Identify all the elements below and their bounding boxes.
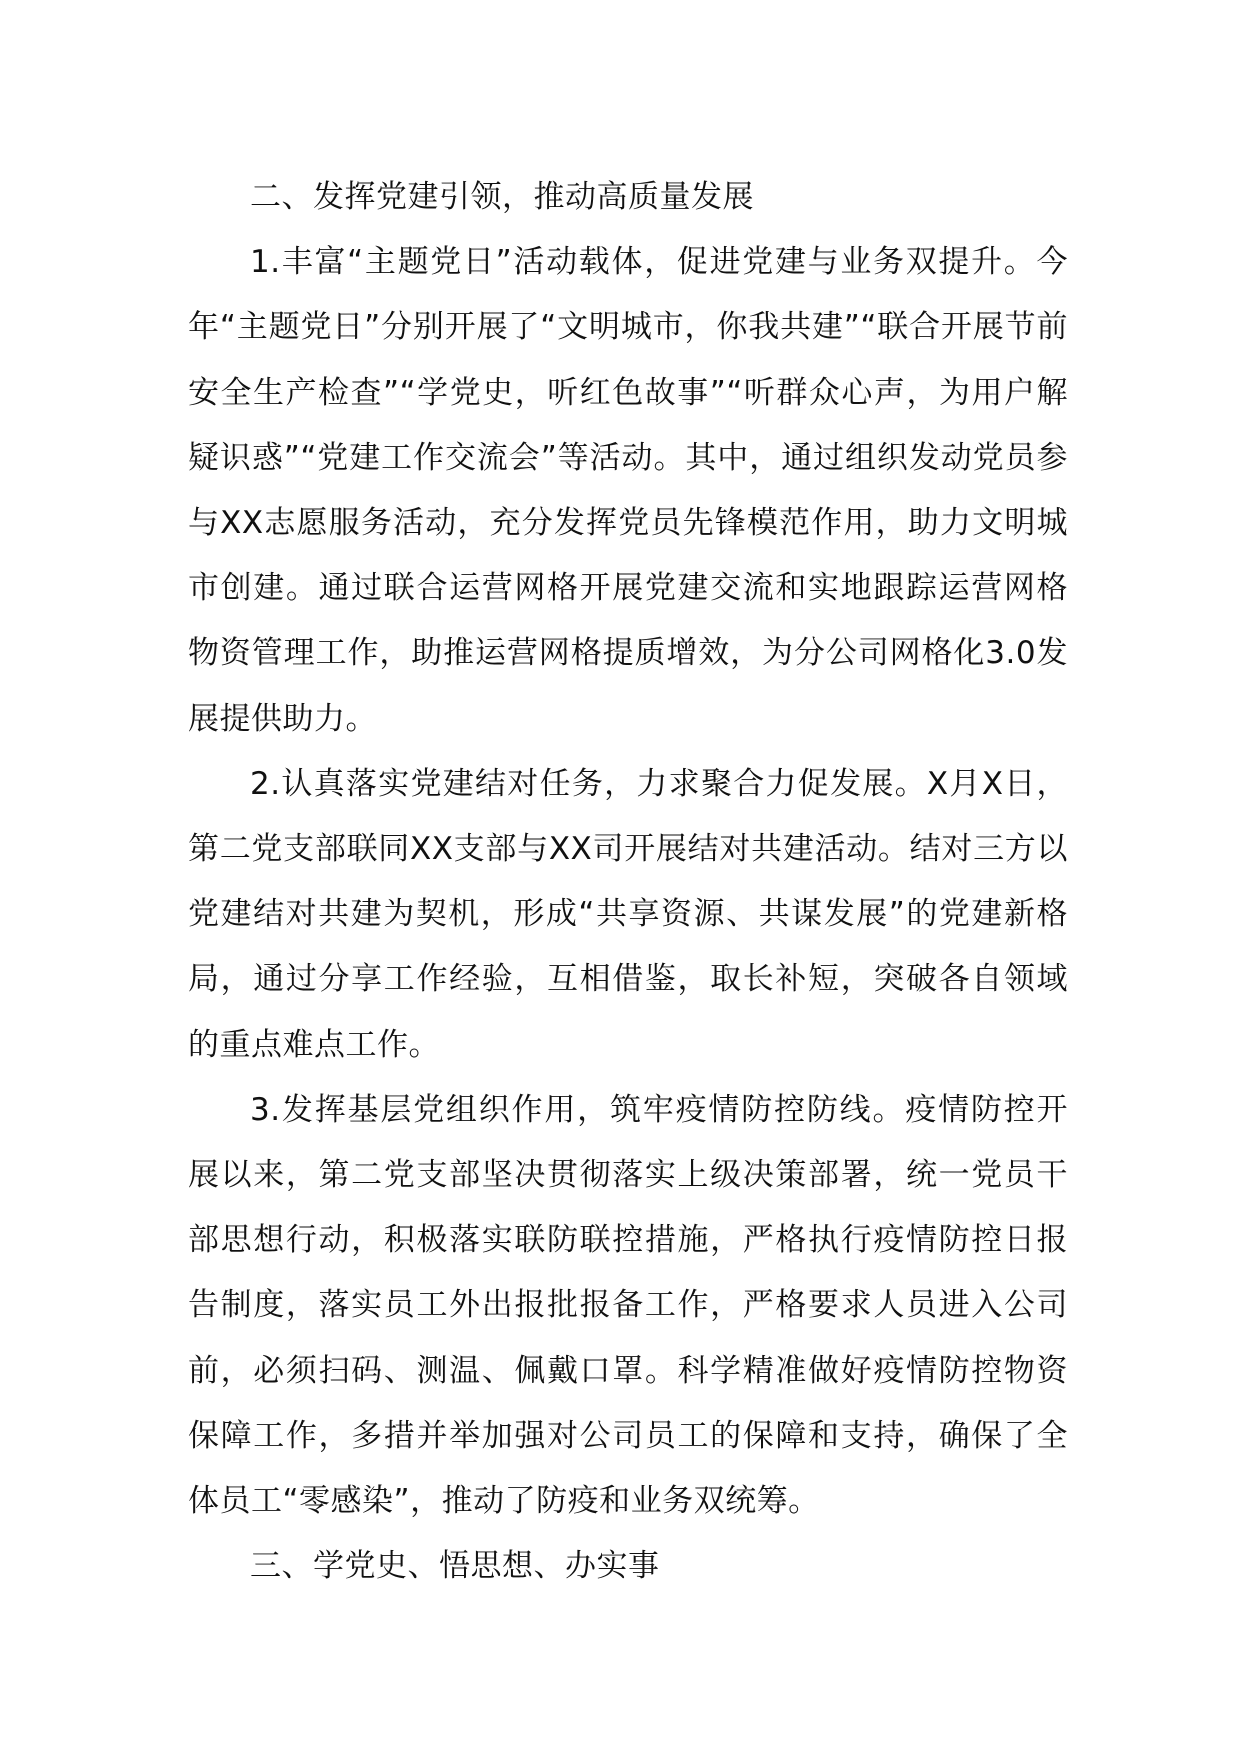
section-heading-two: 二、发挥党建引领，推动高质量发展 — [250, 179, 754, 215]
section-heading-three: 三、学党史、悟思想、办实事 — [250, 1548, 660, 1585]
paragraph-item-two: 2.认真落实党建结对任务，力求聚合力促发展。X月X日，第二党支部联同XX支部与XX司开展结对共建活动。结对三方以党建结对共建为契机，形成“共享资源、共谋发展”的党建新格局，通过分享工作经验，互相借鉴，取长补短，突破各自领域的重点难点工作。 — [188, 765, 1068, 1063]
document-body — [188, 165, 1068, 1599]
paragraph-item-three: 3.发挥基层党组织作用，筑牢疫情防控防线。疫情防控开展以来，第二党支部坚决贯彻落实上级决策部署，统一党员干部思想行动，积极落实联防联控措施，严格执行疫情防控日报告制度，落实员工外出报批报备工作，严格要求人员进入公司前，必须扫码、测温、佩戴口罩。科学精准做好疫情防控物资保障工作，多措并举加强对公司员工的保障和支持，确保了全体员工“零感染”，推动了防疫和业务双统筹。 — [188, 1091, 1068, 1520]
paragraph-item-one: 1.丰富“主题党日”活动载体，促进党建与业务双提升。今年“主题党日”分别开展了“文明城市，你我共建”“联合开展节前安全生产检查”“学党史，听红色故事”“听群众心声，为用户解疑识惑”“党建工作交流会”等活动。其中，通过组织发动党员参与XX志愿服务活动，充分发挥党员先锋模范作用，助力文明城市创建。通过联合运营网格开展党建交流和实地跟踪运营网格物资管理工作，助推运营网格提质增效，为分公司网格化3.0发展提供助力。 — [188, 244, 1068, 737]
